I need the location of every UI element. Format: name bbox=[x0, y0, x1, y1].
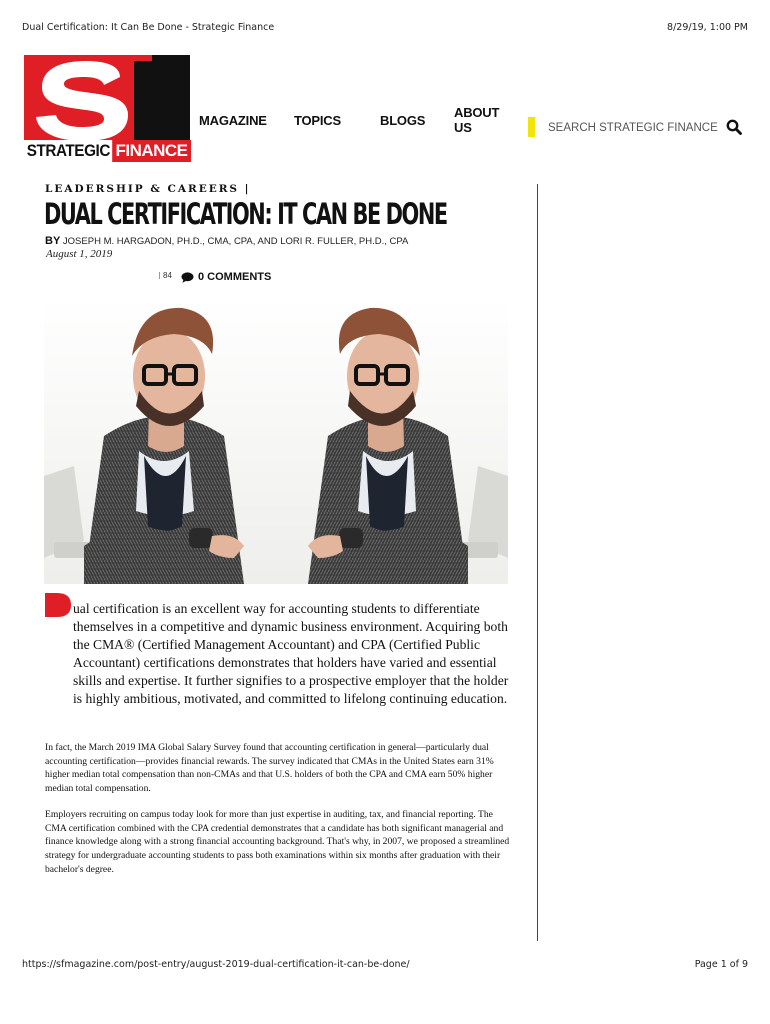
logo-word-strategic: STRATEGIC bbox=[24, 140, 113, 162]
print-page-number: Page 1 of 9 bbox=[694, 959, 748, 970]
print-timestamp: 8/29/19, 1:00 PM bbox=[667, 22, 748, 33]
print-footer bbox=[22, 959, 748, 970]
search-icon[interactable] bbox=[726, 119, 742, 135]
comment-bubble-icon bbox=[181, 272, 194, 283]
nav-item-about-us[interactable]: ABOUT US bbox=[454, 105, 500, 135]
share-count bbox=[159, 271, 172, 280]
logo-word-finance: FINANCE bbox=[112, 140, 190, 162]
hero-image bbox=[44, 296, 508, 584]
body-paragraph-1: In fact, the March 2019 IMA Global Salary Survey found that accounting certification in general—particularly dual accounting certification—provides financial rewards. The survey indicated that CMAs in the United States earn 31% higher median total compensation than non-CMAs and that U.S. holders of both the CPA and CMA earn 50% higher median total compensation. bbox=[45, 742, 494, 795]
print-url: https://sfmagazine.com/post-entry/august-2019-dual-certification-it-can-be-done/ bbox=[22, 959, 410, 970]
body-paragraph-2: Employers recruiting on campus today look for more than just expertise in auditing, tax, and financial reporting. The CMA certification combined with the CPA credential demonstrates that a candidate has both significant managerial and finance knowledge along with a strong financial accounting background. That's why, in 2007, we proposed a streamlined strategy for undergraduate accounting students to pass both examinations within six months after graduation with their bachelor's degree. bbox=[45, 809, 510, 875]
byline-authors[interactable]: JOSEPH M. HARGADON, PH.D., CMA, CPA, AND LORI R. FULLER, PH.D., CPA bbox=[62, 236, 409, 247]
nav-item-magazine[interactable]: MAGAZINE bbox=[199, 112, 267, 128]
print-doc-title: Dual Certification: It Can Be Done - Strategic Finance bbox=[22, 22, 275, 33]
logo-sf-mark bbox=[24, 55, 190, 141]
sidebar-divider bbox=[537, 184, 538, 941]
print-header bbox=[22, 22, 748, 33]
article-title: DUAL CERTIFICATION: IT CAN BE DONE bbox=[44, 197, 447, 231]
byline bbox=[45, 235, 408, 247]
logo-wordmark bbox=[24, 140, 190, 162]
share-count-value: 84 bbox=[163, 271, 172, 280]
article-category[interactable]: LEADERSHIP & CAREERS | bbox=[45, 183, 251, 195]
nav-accent-bar bbox=[528, 117, 535, 137]
article-date: August 1, 2019 bbox=[46, 248, 113, 260]
nav-item-topics[interactable]: TOPICS bbox=[294, 112, 341, 128]
search-input[interactable]: SEARCH STRATEGIC FINANCE bbox=[548, 122, 718, 134]
share-divider bbox=[159, 272, 160, 279]
nav-item-blogs[interactable]: BLOGS bbox=[380, 112, 426, 128]
lead-paragraph bbox=[45, 600, 515, 709]
site-logo[interactable] bbox=[24, 55, 190, 162]
comments-count: 0 COMMENTS bbox=[198, 271, 272, 283]
lead-text: ual certification is an excellent way for accounting students to differentiate themselves in a competitive and dynamic business environment. Acquiring both the CMA® (Certified Management Accountant) and CPA (Certified Public Accountant) certifications demonstrates that holders have varied and essential skills and expertise. It further signifies to a prospective employer that the holder is highly ambitious, motivated, and committed to lifelong continuing education. bbox=[73, 601, 509, 707]
byline-label: BY bbox=[45, 235, 61, 247]
comments-link[interactable] bbox=[181, 271, 271, 283]
